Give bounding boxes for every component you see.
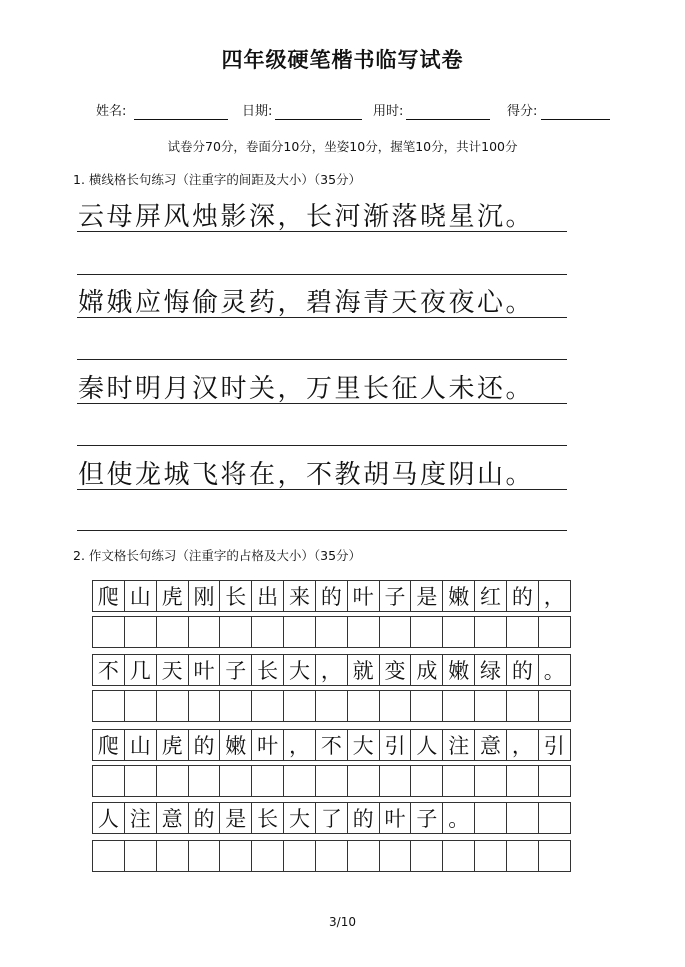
grid-cell[interactable] — [219, 690, 252, 722]
grid-cell: 天 — [156, 654, 189, 686]
grid-cell: ， — [506, 729, 539, 761]
grid-cell: 叶 — [251, 729, 284, 761]
page-number: 3/10 — [329, 915, 356, 929]
practice-line-text: 秦时明月汉时关，万里长征人未还。 — [78, 374, 535, 404]
grid-cell: 。 — [538, 654, 571, 686]
writing-line[interactable] — [77, 445, 567, 446]
grid-cell[interactable] — [315, 840, 348, 872]
grid-cell[interactable] — [506, 690, 539, 722]
page-title: 四年级硬笔楷书临写试卷 — [221, 48, 464, 72]
grid-row — [92, 690, 571, 722]
grid-cell[interactable] — [506, 802, 539, 834]
grid-cell[interactable] — [188, 765, 221, 797]
name-blank[interactable] — [134, 119, 228, 120]
grid-cell: 爬 — [92, 729, 125, 761]
grid-cell[interactable] — [283, 690, 316, 722]
grid-cell: 不 — [315, 729, 348, 761]
grid-cell: 的 — [188, 729, 221, 761]
grid-cell: 意 — [474, 729, 507, 761]
grid-cell[interactable] — [92, 690, 125, 722]
grid-cell: ， — [538, 580, 571, 612]
grid-cell: ， — [283, 729, 316, 761]
grid-cell: 引 — [538, 729, 571, 761]
practice-line — [77, 231, 567, 232]
grid-cell[interactable] — [251, 616, 284, 648]
grid-cell: 红 — [474, 580, 507, 612]
grid-cell[interactable] — [92, 765, 125, 797]
grid-cell: 长 — [219, 580, 252, 612]
practice-line-text: 云母屏风烛影深，长河渐落晓星沉。 — [78, 202, 535, 232]
practice-line-text: 但使龙城飞将在，不教胡马度阴山。 — [78, 460, 535, 490]
grid-cell[interactable] — [156, 616, 189, 648]
grid-cell[interactable] — [347, 616, 380, 648]
grid-cell[interactable] — [410, 616, 443, 648]
grid-cell[interactable] — [347, 690, 380, 722]
grid-cell: 的 — [188, 802, 221, 834]
grid-cell[interactable] — [506, 840, 539, 872]
grid-cell[interactable] — [156, 765, 189, 797]
grid-cell[interactable] — [538, 616, 571, 648]
writing-line[interactable] — [77, 359, 567, 360]
grid-cell: 长 — [251, 802, 284, 834]
date-label: 日期: — [242, 104, 273, 119]
grid-cell[interactable] — [347, 840, 380, 872]
name-label: 姓名: — [96, 104, 127, 119]
practice-line — [77, 317, 567, 318]
grid-cell: 的 — [506, 580, 539, 612]
grid-cell: 大 — [283, 654, 316, 686]
grid-cell[interactable] — [188, 616, 221, 648]
score-blank[interactable] — [541, 119, 610, 120]
writing-line[interactable] — [77, 274, 567, 275]
grid-cell: 虎 — [156, 580, 189, 612]
grid-cell: 意 — [156, 802, 189, 834]
grid-cell: 嫩 — [442, 580, 475, 612]
grid-cell: 成 — [410, 654, 443, 686]
score-label: 得分: — [507, 104, 538, 119]
grid-row — [92, 654, 571, 686]
grid-cell[interactable] — [538, 840, 571, 872]
grid-row — [92, 765, 571, 797]
time-blank[interactable] — [406, 119, 490, 120]
grid-cell[interactable] — [347, 765, 380, 797]
grid-cell[interactable] — [474, 616, 507, 648]
grid-cell: 的 — [315, 580, 348, 612]
grid-cell[interactable] — [442, 616, 475, 648]
grid-cell[interactable] — [251, 840, 284, 872]
grid-cell[interactable] — [124, 690, 157, 722]
section2-title: 2. 作文格长句练习（注重字的占格及大小）（35分） — [73, 548, 362, 563]
grid-cell: 嫩 — [219, 729, 252, 761]
grid-cell: 长 — [251, 654, 284, 686]
grid-cell[interactable] — [315, 765, 348, 797]
grid-cell[interactable] — [92, 616, 125, 648]
grid-cell[interactable] — [219, 840, 252, 872]
grid-cell[interactable] — [379, 840, 412, 872]
grid-cell: 虎 — [156, 729, 189, 761]
grid-cell[interactable] — [315, 616, 348, 648]
grid-cell: 的 — [506, 654, 539, 686]
section1-title: 1. 横线格长句练习（注重字的间距及大小）（35分） — [73, 172, 362, 187]
grid-row — [92, 840, 571, 872]
grid-cell[interactable] — [124, 840, 157, 872]
grid-cell: 山 — [124, 580, 157, 612]
time-label: 用时: — [373, 104, 404, 119]
grid-cell: 子 — [410, 802, 443, 834]
grid-row — [92, 729, 571, 761]
practice-line — [77, 403, 567, 404]
grid-cell[interactable] — [251, 765, 284, 797]
grid-cell[interactable] — [442, 690, 475, 722]
grid-cell: 是 — [410, 580, 443, 612]
grid-cell: 注 — [442, 729, 475, 761]
grid-cell[interactable] — [188, 690, 221, 722]
grid-cell[interactable] — [410, 765, 443, 797]
grid-cell: 嫩 — [442, 654, 475, 686]
grid-cell[interactable] — [538, 765, 571, 797]
grid-cell[interactable] — [442, 840, 475, 872]
grid-cell[interactable] — [379, 690, 412, 722]
grid-cell[interactable] — [538, 690, 571, 722]
grid-cell[interactable] — [156, 690, 189, 722]
grid-cell: 刚 — [188, 580, 221, 612]
grid-cell: 了 — [315, 802, 348, 834]
grid-cell[interactable] — [506, 765, 539, 797]
grid-cell: 子 — [219, 654, 252, 686]
grid-cell[interactable] — [538, 802, 571, 834]
grid-cell[interactable] — [92, 840, 125, 872]
grid-cell[interactable] — [410, 840, 443, 872]
grid-cell: 是 — [219, 802, 252, 834]
grid-cell[interactable] — [474, 840, 507, 872]
writing-line[interactable] — [77, 530, 567, 531]
grid-cell[interactable] — [442, 765, 475, 797]
grid-cell[interactable] — [315, 690, 348, 722]
grid-cell[interactable] — [379, 616, 412, 648]
grid-cell[interactable] — [379, 765, 412, 797]
grid-cell: 人 — [410, 729, 443, 761]
date-blank[interactable] — [275, 119, 362, 120]
practice-line — [77, 489, 567, 490]
grid-cell[interactable] — [124, 616, 157, 648]
score-breakdown: 试卷分70分，卷面分10分，坐姿10分，握笔10分，共计100分 — [167, 139, 518, 154]
grid-cell[interactable] — [410, 690, 443, 722]
grid-cell[interactable] — [283, 840, 316, 872]
grid-cell: ， — [315, 654, 348, 686]
grid-cell: 出 — [251, 580, 284, 612]
grid-cell: 不 — [92, 654, 125, 686]
grid-cell: 叶 — [347, 580, 380, 612]
grid-cell: 大 — [283, 802, 316, 834]
grid-cell[interactable] — [506, 616, 539, 648]
practice-line-text: 嫦娥应悔偷灵药，碧海青天夜夜心。 — [78, 288, 535, 318]
grid-cell: 。 — [442, 802, 475, 834]
grid-cell: 绿 — [474, 654, 507, 686]
grid-cell[interactable] — [283, 765, 316, 797]
grid-cell: 几 — [124, 654, 157, 686]
grid-cell[interactable] — [124, 765, 157, 797]
grid-cell: 来 — [283, 580, 316, 612]
grid-cell: 人 — [92, 802, 125, 834]
grid-cell: 的 — [347, 802, 380, 834]
grid-cell[interactable] — [283, 616, 316, 648]
grid-cell[interactable] — [474, 765, 507, 797]
grid-row — [92, 580, 571, 612]
grid-cell: 就 — [347, 654, 380, 686]
grid-cell: 山 — [124, 729, 157, 761]
grid-cell[interactable] — [474, 690, 507, 722]
grid-cell: 大 — [347, 729, 380, 761]
grid-cell[interactable] — [219, 616, 252, 648]
student-info-row — [0, 100, 685, 122]
grid-cell[interactable] — [188, 840, 221, 872]
grid-cell: 叶 — [379, 802, 412, 834]
grid-cell: 叶 — [188, 654, 221, 686]
grid-cell: 注 — [124, 802, 157, 834]
grid-cell: 子 — [379, 580, 412, 612]
grid-cell: 变 — [379, 654, 412, 686]
grid-cell[interactable] — [474, 802, 507, 834]
grid-row — [92, 802, 571, 834]
grid-cell[interactable] — [219, 765, 252, 797]
grid-cell: 爬 — [92, 580, 125, 612]
grid-cell: 引 — [379, 729, 412, 761]
grid-cell[interactable] — [251, 690, 284, 722]
grid-cell[interactable] — [156, 840, 189, 872]
grid-row — [92, 616, 571, 648]
